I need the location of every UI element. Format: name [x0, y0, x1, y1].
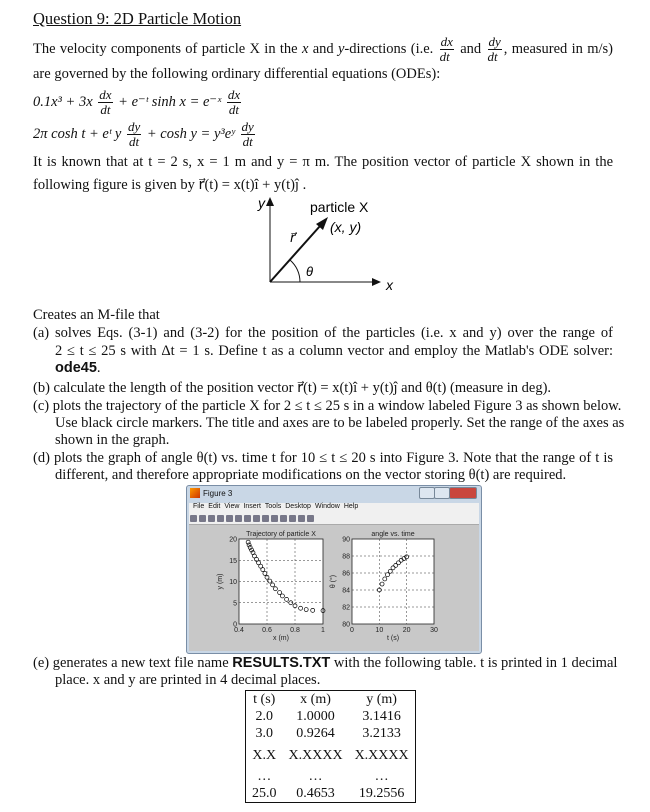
x-tick-label: 0	[350, 627, 354, 634]
theta-label: θ	[306, 264, 314, 279]
theta-arc	[290, 260, 300, 282]
task-a-line-1: (a) solves Eqs. (3-1) and (3-2) for the position of the particles (i.e. x and y) over the range of	[33, 325, 613, 341]
plot-title: Trajectory of particle X	[246, 531, 316, 538]
text: with the following table. t is printed in 1 decimal	[333, 655, 618, 671]
ode45-text: ode45	[55, 360, 97, 376]
minimize-button[interactable]	[419, 487, 435, 499]
zoom-out-icon[interactable]	[244, 515, 251, 522]
cell: …	[257, 769, 272, 784]
y-tick-label: 15	[229, 557, 237, 565]
menu-bar	[189, 503, 479, 513]
fraction-dydt	[241, 120, 255, 149]
close-button[interactable]	[449, 487, 477, 499]
rotate-icon[interactable]	[262, 515, 269, 522]
y-tick-label: 82	[342, 604, 350, 612]
cell: 3.1416	[362, 709, 401, 724]
position-vector-diagram	[250, 196, 410, 296]
figure-plots	[189, 525, 479, 650]
cell: 2.0	[255, 709, 273, 724]
var-y: y	[337, 40, 345, 57]
data-cursor-icon[interactable]	[271, 515, 278, 522]
hide-plot-tools-icon[interactable]	[298, 515, 305, 522]
figure-canvas	[189, 525, 479, 651]
coords-label: (x, y)	[330, 219, 362, 235]
y-tick-label: 84	[342, 587, 350, 595]
text: -directions (i.e.	[344, 40, 434, 57]
task-b: (b) calculate the length of the position vector r⃗(t) = x(t)î + y(t)ĵ and θ(t) (measure in deg).	[33, 380, 552, 396]
y-tick-label: 90	[342, 536, 350, 544]
cell: X.XXXX	[354, 747, 409, 763]
x-axis-label: x	[386, 277, 393, 293]
denominator: dt	[129, 134, 140, 149]
fraction-dxdt	[227, 88, 241, 117]
task-e-line-1	[33, 655, 617, 672]
fraction-dydt	[488, 35, 502, 64]
fraction-dxdt	[98, 88, 112, 117]
task-c-line-1: (c) plots the trajectory of the particle X for 2 ≤ t ≤ 25 s in a window labeled Figure 3 as shown below.	[33, 398, 622, 414]
known-line-2: following figure is given by r⃗(t) = x(t)î + y(t)ĵ .	[33, 177, 307, 193]
plot-title: angle vs. time	[371, 531, 415, 538]
maximize-button[interactable]	[434, 487, 450, 499]
print-icon[interactable]	[217, 515, 224, 522]
menu-window[interactable]: Window	[314, 503, 340, 510]
eq-term: + cosh y = y³eʸ	[146, 125, 235, 142]
cell: 3.0	[255, 726, 273, 741]
x-tick-label: 30	[430, 627, 438, 634]
numerator: dy	[488, 34, 501, 49]
numerator: dy	[241, 119, 254, 134]
text: The velocity components of particle X in the	[33, 40, 298, 57]
zoom-in-icon[interactable]	[235, 515, 242, 522]
menu-help[interactable]: Help	[343, 503, 359, 510]
save-icon[interactable]	[208, 515, 215, 522]
cell: …	[374, 769, 389, 784]
task-d-line-2: different, and therefore appropriate modifications on the vector storing θ(t) are required.	[55, 467, 567, 483]
table-row	[246, 768, 416, 785]
known-line-1: It is known that at t = 2 s, x = 1 m and y = π m. The position vector of particle X shown in the	[33, 154, 613, 170]
intro-line-2: are governed by the following ordinary differential equations (ODEs):	[33, 66, 441, 82]
table-header-row	[246, 691, 416, 709]
y-tick-label: 0	[233, 621, 237, 629]
new-figure-icon[interactable]	[190, 515, 197, 522]
plot-area	[352, 539, 434, 624]
window-title: Figure 3	[203, 489, 233, 498]
cell: …	[308, 769, 323, 784]
question-title: Question 9: 2D Particle Motion	[33, 9, 242, 28]
cell: 0.4653	[296, 786, 335, 801]
x-tick-label: 1	[321, 627, 325, 634]
colorbar-icon[interactable]	[280, 515, 287, 522]
pointer-icon[interactable]	[226, 515, 233, 522]
menu-view[interactable]: View	[224, 503, 240, 510]
x-tick-label: 20	[402, 627, 411, 634]
open-icon[interactable]	[199, 515, 206, 522]
header-cell: t (s)	[253, 692, 276, 707]
cell: 0.9264	[296, 726, 335, 741]
header-cell: x (m)	[300, 692, 331, 707]
cell: X.X	[252, 747, 277, 763]
table-row	[246, 708, 416, 725]
menu-desktop[interactable]: Desktop	[285, 503, 311, 510]
y-axis-arrow-icon	[266, 197, 274, 206]
text: .	[96, 360, 101, 376]
tasks-intro: Creates an M-file that	[33, 307, 160, 323]
x-axis-arrow-icon	[372, 278, 381, 286]
matlab-logo-icon	[190, 488, 200, 498]
table-row	[246, 725, 416, 742]
toolbar	[189, 513, 479, 525]
task-d-line-1: (d) plots the graph of angle θ(t) vs. time t for 10 ≤ t ≤ 20 s into Figure 3. Note that the range of t is	[33, 450, 613, 466]
table-row	[246, 785, 416, 803]
denominator: dt	[487, 49, 498, 64]
x-axis-label: t (s)	[386, 635, 400, 642]
x-axis-label: x (m)	[273, 635, 289, 642]
y-tick-label: 5	[233, 600, 237, 608]
y-tick-label: 10	[229, 579, 237, 586]
menu-tools[interactable]: Tools	[264, 503, 282, 510]
text: and	[312, 40, 334, 57]
eq-term: 0.1x³ + 3x	[33, 93, 93, 110]
cell: X.XXXX	[288, 747, 343, 763]
cell: 25.0	[252, 786, 277, 801]
y-tick-label: 80	[342, 621, 350, 629]
fraction-dxdt	[440, 35, 454, 64]
denominator: dt	[100, 102, 111, 117]
show-plot-tools-icon[interactable]	[307, 515, 314, 522]
denominator: dt	[242, 134, 253, 149]
task-c-line-2: Use black circle markers. The title and axes are to be labeled properly. Set the range of the axes as	[55, 415, 625, 431]
text: (e) generates a new text file name	[33, 655, 229, 671]
var-x: x	[301, 40, 309, 57]
y-tick-label: 86	[342, 570, 350, 578]
text: and	[460, 40, 482, 57]
task-c-line-3: shown in the graph.	[55, 432, 170, 448]
x-tick-label: 0.8	[290, 627, 300, 634]
menu-file[interactable]: File	[193, 503, 205, 510]
x-tick-label: 0.4	[234, 627, 244, 634]
eq-term: 2π cosh t + eᵗ y	[33, 125, 122, 142]
numerator: dx	[440, 34, 453, 49]
y-tick-label: 88	[342, 553, 350, 561]
eq-term: + e⁻ᵗ sinh x = e⁻ˣ	[118, 93, 222, 110]
table-row	[246, 742, 416, 768]
figure-3-window[interactable]	[186, 485, 482, 654]
denominator: dt	[439, 49, 450, 64]
y-axis-label: y (m)	[217, 573, 224, 590]
results-table	[245, 690, 416, 803]
numerator: dy	[127, 119, 141, 134]
x-tick-label: 10	[375, 627, 384, 634]
intro-line-1	[33, 35, 613, 64]
particle-label: particle X	[310, 199, 369, 215]
cell: 3.2133	[362, 726, 401, 741]
vector-label: r⃗	[290, 230, 296, 245]
header-cell: y (m)	[366, 692, 397, 707]
cell: 19.2556	[358, 786, 405, 801]
y-axis-label: θ (°)	[330, 574, 337, 589]
pan-icon[interactable]	[253, 515, 260, 522]
text: , measured in m/s)	[503, 40, 614, 57]
numerator: dx	[99, 87, 112, 102]
filename-text: RESULTS.TXT	[232, 655, 331, 671]
equation-3-1	[33, 88, 243, 117]
y-tick-label: 20	[229, 536, 237, 544]
equation-3-2	[33, 120, 257, 149]
numerator: dx	[227, 87, 241, 102]
task-a-line-3	[55, 360, 101, 377]
task-e-line-2: place. x and y are printed in 4 decimal places.	[55, 672, 321, 688]
y-axis-label: y	[258, 196, 265, 211]
legend-icon[interactable]	[289, 515, 296, 522]
cell: 1.0000	[296, 709, 335, 724]
denominator: dt	[228, 102, 240, 117]
fraction-dydt	[127, 120, 141, 149]
menu-insert[interactable]: Insert	[243, 503, 261, 510]
task-a-line-2: 2 ≤ t ≤ 25 s with Δt = 1 s. Define t as a column vector and employ the Matlab's ODE solver:	[55, 343, 613, 359]
menu-edit[interactable]: Edit	[208, 503, 221, 510]
window-titlebar[interactable]	[187, 486, 481, 502]
x-tick-label: 0.6	[262, 627, 272, 634]
